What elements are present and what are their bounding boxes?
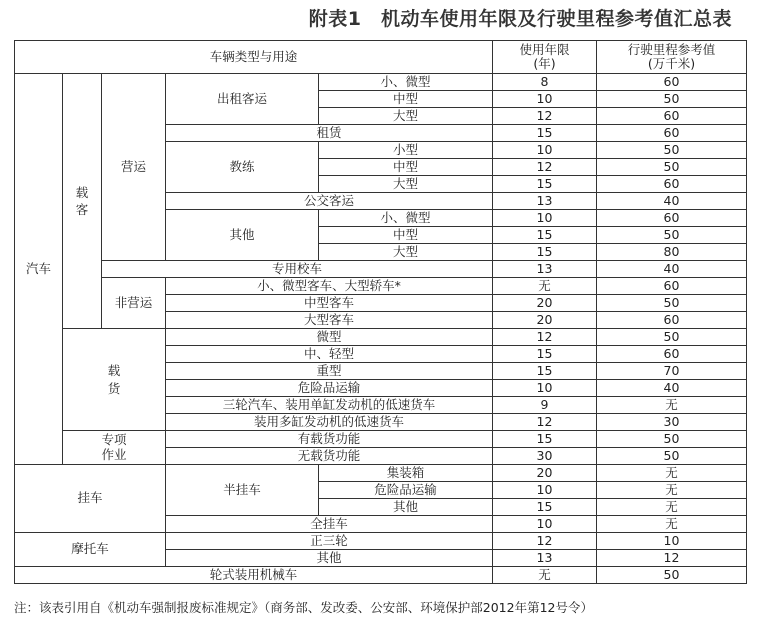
cell-sub: 重型 bbox=[166, 363, 493, 380]
cell-years: 无 bbox=[493, 567, 597, 584]
cell-mileage: 50 bbox=[597, 142, 747, 159]
table-header-row bbox=[15, 41, 747, 74]
cell-sub: 中型 bbox=[319, 159, 493, 176]
cell-mileage: 50 bbox=[597, 159, 747, 176]
cell-years: 无 bbox=[493, 278, 597, 295]
cell-mileage: 40 bbox=[597, 380, 747, 397]
cell-mileage: 50 bbox=[597, 329, 747, 346]
cell-years: 15 bbox=[493, 499, 597, 516]
cell-sub: 三轮汽车、装用单缸发动机的低速货车 bbox=[166, 397, 493, 414]
table-row bbox=[15, 261, 747, 278]
label-special-line1: 专项 bbox=[101, 432, 127, 448]
cell-sub: 大型 bbox=[319, 108, 493, 125]
cell-sub: 微型 bbox=[166, 329, 493, 346]
cell-years: 20 bbox=[493, 312, 597, 329]
cell-years: 15 bbox=[493, 431, 597, 448]
cell-years: 9 bbox=[493, 397, 597, 414]
table-row bbox=[15, 533, 747, 550]
cell-years: 10 bbox=[493, 91, 597, 108]
cell-years: 13 bbox=[493, 550, 597, 567]
header-type-use: 车辆类型与用途 bbox=[15, 41, 493, 74]
label-school-bus: 专用校车 bbox=[102, 261, 493, 278]
cell-years: 13 bbox=[493, 193, 597, 210]
cell-sub: 小、微型 bbox=[319, 210, 493, 227]
cell-mileage: 60 bbox=[597, 74, 747, 91]
cell-sub: 有载货功能 bbox=[166, 431, 493, 448]
label-car: 汽车 bbox=[15, 74, 63, 465]
cell-sub: 大型 bbox=[319, 176, 493, 193]
cell-mileage: 50 bbox=[597, 431, 747, 448]
cell-years: 12 bbox=[493, 108, 597, 125]
cell-years: 10 bbox=[493, 516, 597, 533]
cell-years: 15 bbox=[493, 125, 597, 142]
header-mileage-line1: 行驶里程参考值 bbox=[627, 41, 716, 57]
header-years bbox=[493, 41, 597, 74]
cell-sub: 大型 bbox=[319, 244, 493, 261]
header-years-line2: (年) bbox=[533, 56, 556, 71]
cell-mileage: 50 bbox=[597, 91, 747, 108]
cell-years: 15 bbox=[493, 346, 597, 363]
cell-years: 20 bbox=[493, 465, 597, 482]
label-passenger-text: 载客 bbox=[75, 184, 89, 217]
vehicle-table bbox=[14, 40, 747, 584]
label-special-line2: 作业 bbox=[101, 446, 127, 462]
table-row bbox=[15, 278, 747, 295]
footnote: 注：该表引用自《机动车强制报废标准规定》（商务部、发改委、公安部、环境保护部2012年第12号令） bbox=[14, 600, 593, 615]
cell-sub: 装用多缸发动机的低速货车 bbox=[166, 414, 493, 431]
cell-sub: 中、轻型 bbox=[166, 346, 493, 363]
cell-sub: 其他 bbox=[319, 499, 493, 516]
label-operating: 营运 bbox=[102, 74, 166, 261]
cell-sub: 小型 bbox=[319, 142, 493, 159]
label-semi-trailer: 半挂车 bbox=[166, 465, 319, 516]
cell-mileage: 60 bbox=[597, 108, 747, 125]
cell-years: 15 bbox=[493, 363, 597, 380]
cell-sub: 集装箱 bbox=[319, 465, 493, 482]
cell-sub: 中型客车 bbox=[166, 295, 493, 312]
cell-mileage: 60 bbox=[597, 210, 747, 227]
table-row bbox=[15, 465, 747, 482]
cell-years: 10 bbox=[493, 482, 597, 499]
cell-mileage: 无 bbox=[597, 516, 747, 533]
cell-sub: 小、微型 bbox=[319, 74, 493, 91]
cell-years: 13 bbox=[493, 261, 597, 278]
header-years-line1: 使用年限 bbox=[519, 41, 570, 57]
label-training: 教练 bbox=[166, 142, 319, 193]
cell-years: 15 bbox=[493, 227, 597, 244]
cell-mileage: 60 bbox=[597, 312, 747, 329]
cell-years: 15 bbox=[493, 244, 597, 261]
label-cargo bbox=[63, 329, 166, 431]
table-row bbox=[15, 74, 747, 91]
label-special bbox=[63, 431, 166, 465]
cell-years: 8 bbox=[493, 74, 597, 91]
cell-years: 12 bbox=[493, 533, 597, 550]
label-non-operating: 非营运 bbox=[102, 278, 166, 329]
table-row bbox=[15, 329, 747, 346]
label-wheeled-machinery: 轮式装用机械车 bbox=[15, 567, 493, 584]
cell-sub: 无载货功能 bbox=[166, 448, 493, 465]
cell-mileage: 无 bbox=[597, 397, 747, 414]
label-trailer: 挂车 bbox=[15, 465, 166, 533]
label-full-trailer: 全挂车 bbox=[166, 516, 493, 533]
cell-mileage: 10 bbox=[597, 533, 747, 550]
cell-mileage: 50 bbox=[597, 295, 747, 312]
cell-mileage: 80 bbox=[597, 244, 747, 261]
cell-years: 12 bbox=[493, 159, 597, 176]
label-rental: 租赁 bbox=[166, 125, 493, 142]
cell-mileage: 70 bbox=[597, 363, 747, 380]
cell-sub: 中型 bbox=[319, 91, 493, 108]
cell-mileage: 40 bbox=[597, 261, 747, 278]
cell-sub: 正三轮 bbox=[166, 533, 493, 550]
cell-years: 30 bbox=[493, 448, 597, 465]
cell-years: 10 bbox=[493, 210, 597, 227]
header-mileage-line2: (万千米) bbox=[647, 56, 696, 71]
cell-sub: 危险品运输 bbox=[166, 380, 493, 397]
cell-years: 10 bbox=[493, 380, 597, 397]
cell-sub: 小、微型客车、大型轿车* bbox=[166, 278, 493, 295]
cell-years: 15 bbox=[493, 176, 597, 193]
cell-mileage: 无 bbox=[597, 482, 747, 499]
cell-years: 10 bbox=[493, 142, 597, 159]
label-cargo-text: 载货 bbox=[107, 363, 121, 396]
cell-mileage: 50 bbox=[597, 567, 747, 584]
cell-mileage: 60 bbox=[597, 176, 747, 193]
label-bus: 公交客运 bbox=[166, 193, 493, 210]
cell-sub: 危险品运输 bbox=[319, 482, 493, 499]
header-mileage bbox=[597, 41, 747, 74]
cell-sub: 大型客车 bbox=[166, 312, 493, 329]
cell-mileage: 无 bbox=[597, 499, 747, 516]
table-row bbox=[15, 567, 747, 584]
cell-mileage: 12 bbox=[597, 550, 747, 567]
label-taxi: 出租客运 bbox=[166, 74, 319, 125]
cell-sub: 其他 bbox=[166, 550, 493, 567]
cell-mileage: 50 bbox=[597, 227, 747, 244]
cell-years: 12 bbox=[493, 329, 597, 346]
label-passenger bbox=[63, 74, 102, 329]
label-motorcycle: 摩托车 bbox=[15, 533, 166, 567]
table-row bbox=[15, 431, 747, 448]
label-other: 其他 bbox=[166, 210, 319, 261]
table-title: 附表1 机动车使用年限及行驶里程参考值汇总表 bbox=[308, 8, 732, 30]
cell-sub: 中型 bbox=[319, 227, 493, 244]
cell-mileage: 40 bbox=[597, 193, 747, 210]
cell-mileage: 60 bbox=[597, 125, 747, 142]
cell-mileage: 60 bbox=[597, 346, 747, 363]
cell-mileage: 50 bbox=[597, 448, 747, 465]
cell-mileage: 60 bbox=[597, 278, 747, 295]
cell-mileage: 无 bbox=[597, 465, 747, 482]
cell-mileage: 30 bbox=[597, 414, 747, 431]
cell-years: 20 bbox=[493, 295, 597, 312]
cell-years: 12 bbox=[493, 414, 597, 431]
